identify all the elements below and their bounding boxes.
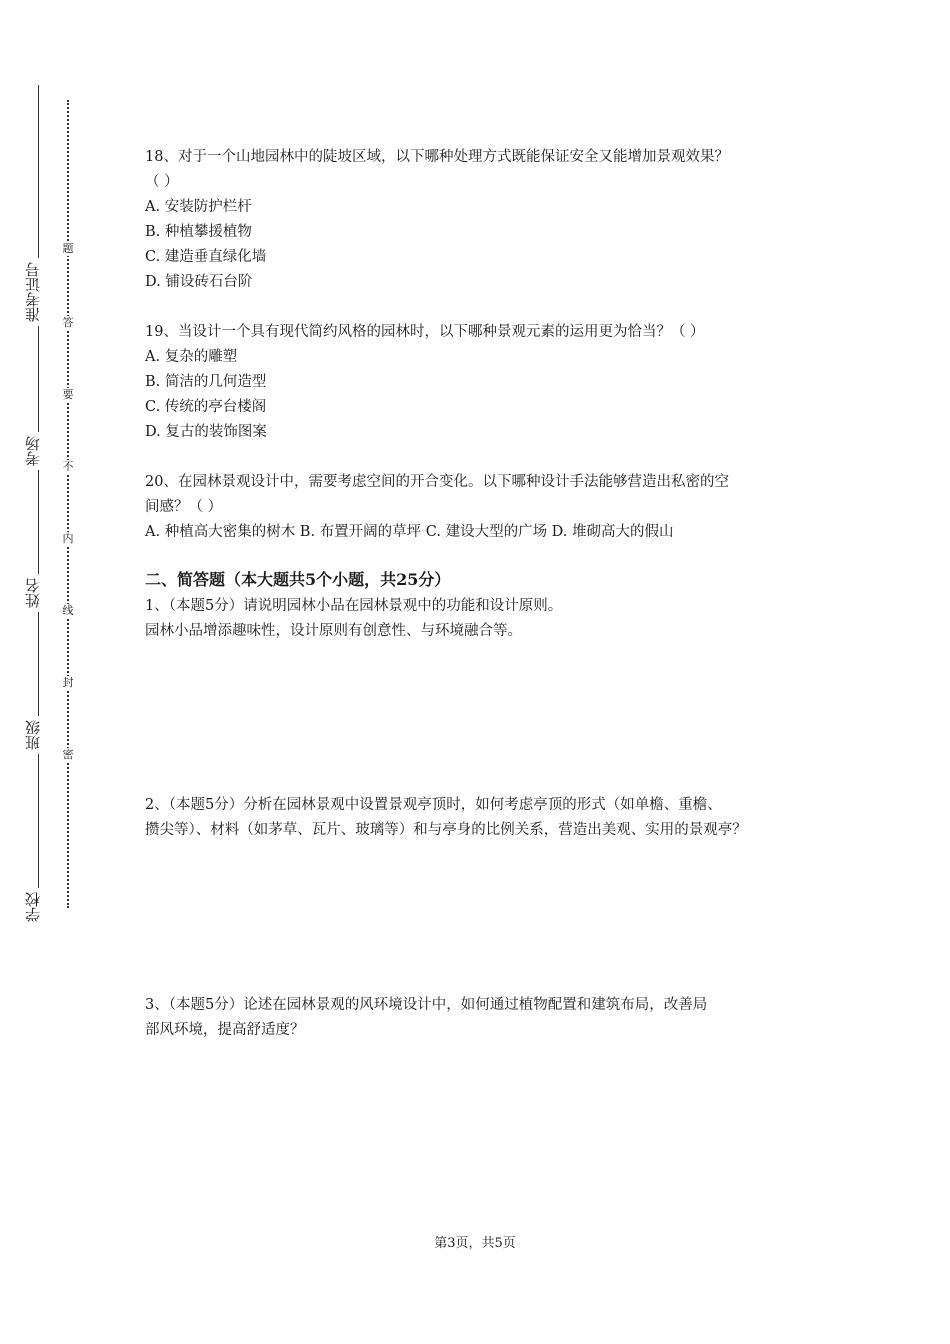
q19-stem: 19、当设计一个具有现代简约风格的园林时，以下哪种景观元素的运用更为恰当？（ ） <box>145 324 705 340</box>
q19-option-d: D. 复古的装饰图案 <box>145 424 267 440</box>
q18-option-a: A. 安装防护栏杆 <box>145 199 252 215</box>
q20-stem-line2: 间感？（ ） <box>145 499 223 515</box>
q20-options: A. 种植高大密集的树木 B. 布置开阔的草坪 C. 建设大型的广场 D. 堆砌高大的假山 <box>145 524 674 540</box>
seal-char: 密 <box>60 748 76 762</box>
s2-q3-line2: 部风环境，提高舒适度？ <box>145 1022 305 1038</box>
q18-option-b: B. 种植攀援植物 <box>145 224 252 240</box>
field-name-label: 姓名 <box>22 574 43 612</box>
page-footer: 第3页，共5页 <box>434 1236 516 1251</box>
seal-char: 要 <box>60 388 76 402</box>
field-class-label: 班级 <box>22 716 43 754</box>
seal-char: 题 <box>60 242 76 256</box>
seal-char: 内 <box>60 532 76 546</box>
margin-dotted-line <box>67 100 69 908</box>
s2-q2-line2: 攒尖等）、材料（如茅草、瓦片、玻璃等）和与亭身的比例关系，营造出美观、实用的景观亭？ <box>145 822 747 838</box>
q18-option-d: D. 铺设砖石台阶 <box>145 274 253 290</box>
field-exam-number-label: 准考证号 <box>22 258 43 326</box>
seal-char: 答 <box>60 316 76 330</box>
seal-char: 线 <box>60 604 76 618</box>
field-exam-room-label: 考场 <box>22 432 43 470</box>
q20-stem-line1: 20、在园林景观设计中，需要考虑空间的开合变化。以下哪种设计手法能够营造出私密的空 <box>145 474 729 490</box>
q18-paren: （ ） <box>145 174 179 190</box>
s2-q1-stem: 1、（本题5分）请说明园林小品在园林景观中的功能和设计原则。 <box>145 598 563 614</box>
q19-option-a: A. 复杂的雕塑 <box>145 349 238 365</box>
field-school-label: 学校 <box>22 888 43 926</box>
seal-char: 不 <box>60 460 76 474</box>
seal-char: 封 <box>60 676 76 690</box>
s2-q3-line1: 3、（本题5分）论述在园林景观的风环境设计中，如何通过植物配置和建筑布局，改善局 <box>145 997 708 1013</box>
q19-option-b: B. 简洁的几何造型 <box>145 374 267 390</box>
q18-stem: 18、对于一个山地园林中的陡坡区域，以下哪种处理方式既能保证安全又能增加景观效果？ <box>145 149 729 165</box>
q18-option-c: C. 建造垂直绿化墙 <box>145 249 267 265</box>
q19-option-c: C. 传统的亭台楼阁 <box>145 399 267 415</box>
s2-q1-answer: 园林小品增添趣味性，设计原则有创意性、与环境融合等。 <box>145 623 522 639</box>
section2-heading: 二、简答题（本大题共5个小题，共25分） <box>145 570 451 589</box>
s2-q2-line1: 2、（本题5分）分析在园林景观中设置景观亭顶时，如何考虑亭顶的形式（如单檐、重檐、 <box>145 797 722 813</box>
margin-solid-line <box>38 85 39 925</box>
